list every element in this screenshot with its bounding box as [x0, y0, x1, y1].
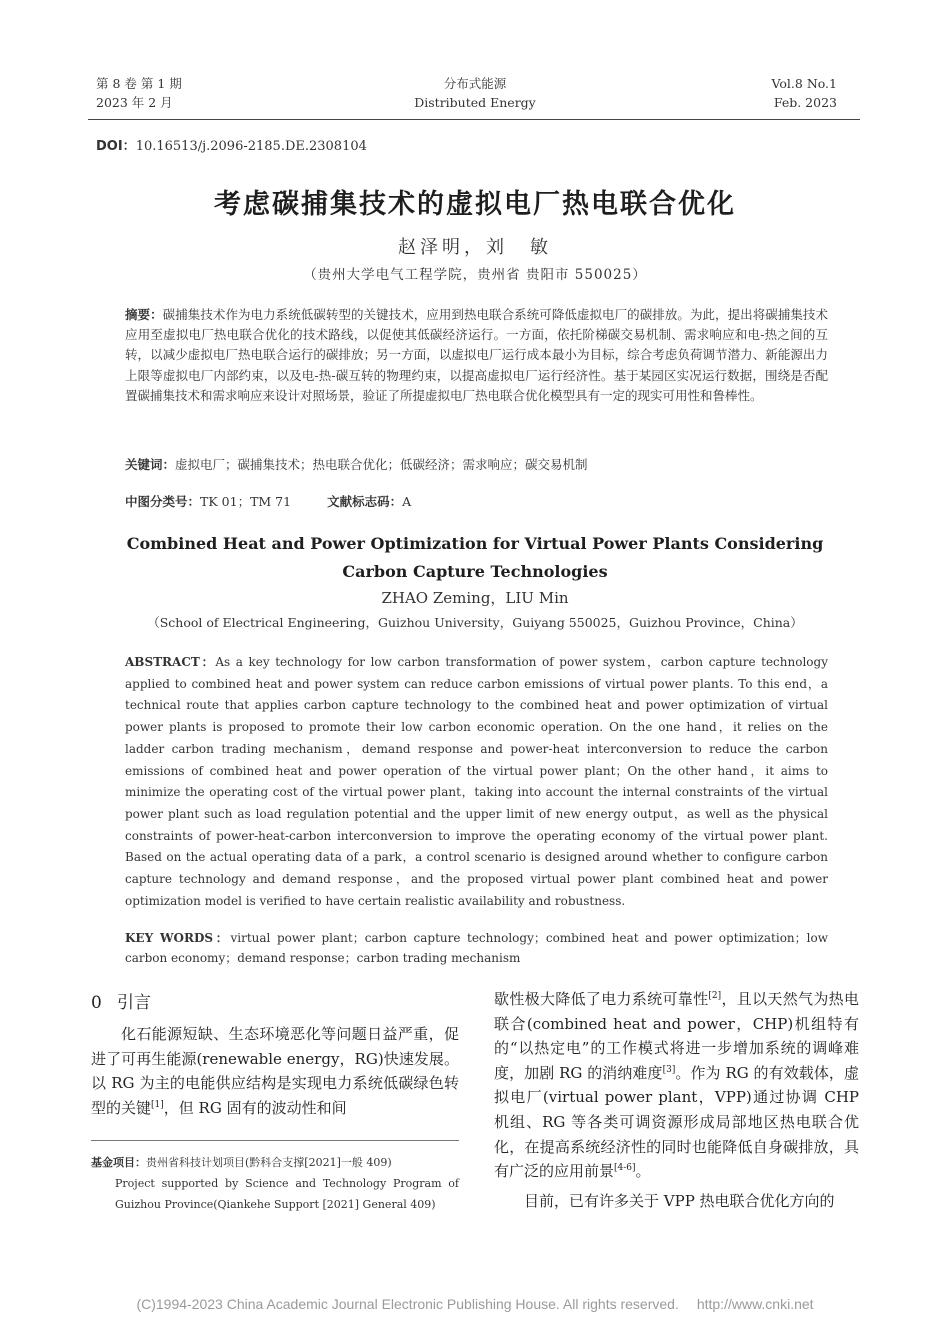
- intro-text-right-c: 。作为 RG 的有效载体，虚拟电厂(virtual power plant，VPP)通过协调 CHP 机组、RG 等各类可调资源形成局部地区热电联合优化，在提高系统经济性的同时也能降低自身碳排放，具有广泛的应用前景: [494, 1063, 859, 1181]
- paper-title-en-line1: Combined Heat and Power Optimization for Virtual Power Plants Considering: [126, 534, 824, 553]
- funding-cn-text: 贵州省科技计划项目(黔科合支撑[2021]一般 409): [146, 1156, 392, 1169]
- keywords-en: [125, 928, 828, 968]
- header-volume-en: Vol.8 No.1: [771, 76, 837, 91]
- keywords-en-label: KEY WORDS：: [125, 931, 231, 945]
- header-journal-cn: 分布式能源: [443, 76, 507, 91]
- paper-title-en-line2: Carbon Capture Technologies: [342, 562, 608, 581]
- affiliation-en: （School of Electrical Engineering，Guizhou University，Guiyang 550025，Guizhou Province，China）: [147, 615, 803, 630]
- abstract-cn: [125, 305, 828, 406]
- keywords-cn: [125, 455, 828, 475]
- abstract-cn-text: 碳捕集技术作为电力系统低碳转型的关键技术，应用到热电联合系统可降低虚拟电厂的碳排放。为此，提出将碳捕集技术应用至虚拟电厂热电联合优化的技术路线，以促使其低碳经济运行。一方面，依托阶梯碳交易机制、需求响应和电-热之间的互转，以减少虚拟电厂热电联合运行的碳排放；另一方面，以虚拟电厂运行成本最小为目标，综合考虑负荷调节潜力、新能源出力上限等虚拟电厂内部约束，以及电-热-碳互转的物理约束，以提高虚拟电厂运行经济性。基于某园区实况运行数据，围绕是否配置碳捕集技术和需求响应来设计对照场景，验证了所提虚拟电厂热电联合优化模型具有一定的现实可用性和鲁棒性。: [125, 307, 828, 403]
- citation-ref-1[interactable]: [1]: [151, 1099, 164, 1110]
- doi-label: DOI：: [96, 139, 136, 154]
- paper-title-cn: 考虑碳捕集技术的虚拟电厂热电联合优化: [214, 189, 736, 220]
- doi: [96, 135, 367, 154]
- header-journal-en: Distributed Energy: [414, 95, 536, 110]
- intro-text-right-b: ，且以天然气为热电联合(combined heat and power，CHP)机组特有的“以热定电”的工作模式将进一步增加系统的调峰难度，加剧 RG 的消纳难度: [494, 990, 859, 1082]
- paper-title-en: [0, 530, 950, 586]
- funding-label: 基金项目：: [91, 1156, 146, 1169]
- authors-cn: 赵泽明，刘 敏: [398, 237, 552, 258]
- abstract-cn-label: 摘要：: [125, 307, 163, 322]
- header-date: 2023 年 2 月: [96, 95, 173, 110]
- footer-copyright: (C)1994-2023 China Academic Journal Electronic Publishing House. All rights reserved.: [136, 1296, 679, 1312]
- keywords-cn-text: 虚拟电厂；碳捕集技术；热电联合优化；低碳经济；需求响应；碳交易机制: [175, 457, 588, 472]
- affiliation-cn: （贵州大学电气工程学院，贵州省 贵阳市 550025）: [303, 267, 647, 283]
- header-issue-en: [772, 74, 837, 112]
- header-date-en: Feb. 2023: [773, 95, 837, 110]
- classification: [125, 492, 828, 512]
- intro-text-left: 化石能源短缺、生态环境恶化等问题日益严重，促进了可再生能源(renewable energy，RG)快速发展。以 RG 为主的电能供应结构是实现电力系统低碳绿色转型的关键: [91, 1025, 459, 1117]
- citation-ref-2[interactable]: [2]: [708, 991, 722, 1001]
- keywords-cn-label: 关键词：: [125, 457, 176, 472]
- intro-text-right-a: 歇性极大降低了电力系统可靠性: [494, 990, 709, 1008]
- doi-value[interactable]: 10.16513/j.2096-2185.DE.2308104: [135, 139, 367, 154]
- intro-text-left-tail: ，但 RG 固有的波动性和间: [163, 1098, 347, 1117]
- clc-label: 中图分类号：: [125, 494, 201, 509]
- intro-paragraph-right: [494, 987, 859, 1184]
- footer-url[interactable]: http://www.cnki.net: [696, 1296, 814, 1312]
- clc-value: TK 01；TM 71: [200, 494, 292, 509]
- doc-code-value: A: [402, 494, 412, 509]
- keywords-en-text: virtual power plant；carbon capture technology；combined heat and power optimization；low carbon economy；demand response；carbon trading mechanism: [125, 931, 828, 965]
- header-divider: [88, 119, 860, 120]
- section-number: 0: [91, 993, 102, 1013]
- section-heading-introduction: [91, 988, 151, 1013]
- intro-text-right-d: 。: [635, 1162, 651, 1181]
- intro-paragraph-right-2: 目前，已有许多关于 VPP 热电联合优化方向的: [524, 1192, 835, 1210]
- page-footer: [0, 1296, 950, 1312]
- funding-en-text: Project supported by Science and Technology Program of Guizhou Province(Qiankehe Support [2021] General 409): [115, 1177, 459, 1211]
- funding-note: [91, 1152, 459, 1215]
- abstract-en-label: ABSTRACT：: [125, 655, 216, 669]
- authors-en: ZHAO Zeming，LIU Min: [381, 589, 569, 607]
- abstract-en: [125, 652, 828, 912]
- header-volume-issue: 第 8 卷 第 1 期: [96, 76, 182, 91]
- intro-paragraph-left: [91, 1022, 459, 1120]
- citation-ref-4-6[interactable]: [4-6]: [614, 1163, 636, 1174]
- citation-ref-3[interactable]: [3]: [662, 1064, 676, 1075]
- footnote-divider: [91, 1140, 459, 1141]
- doc-code-label: 文献标志码：: [327, 494, 403, 509]
- abstract-en-text: As a key technology for low carbon transformation of power system，carbon capture technology applied to combined heat and power system can reduce carbon emissions of virtual power plants. To this end，a technical route that applies carbon capture technology to the combined heat and power optimization of virtual power plants is proposed to promote their low carbon economic operation. On the one hand，it relies on the ladder carbon trading mechanism，demand response and power-heat interconversion to reduce the carbon emissions of combined heat and power operation of the virtual power plant；On the other hand，it aims to minimize the operating cost of the virtual power plant，taking into account the internal constraints of the virtual power plant such as load regulation potential and the upper limit of new energy output，as well as the physical constraints of power-heat-carbon interconversion to improve the operating economy of the virtual power plant. Based on the actual operating data of a park，a control scenario is designed around whether to configure carbon capture technology and demand response，and the proposed virtual power plant combined heat and power optimization model is verified to have certain realistic availability and robustness.: [125, 655, 828, 908]
- section-title: 引言: [117, 993, 151, 1013]
